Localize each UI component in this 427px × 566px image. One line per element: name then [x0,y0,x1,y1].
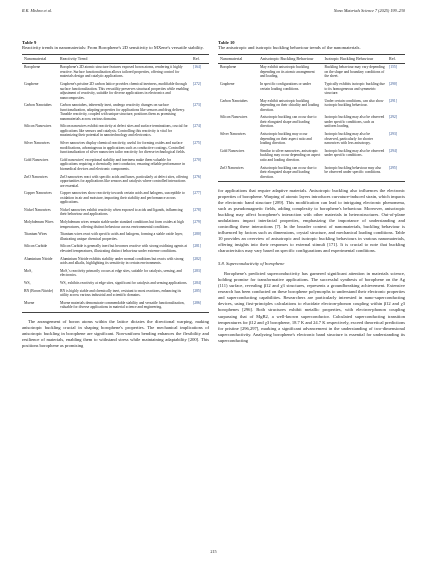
table9-cell: [272] [193,82,201,87]
table9-cell: Gold nanowires' exceptional stability and inertness make them valuable for applications requiring a chemically inert conductor, ensuring reliable performance in biomedical devices and electronic components. [60,157,185,171]
table9-row [22,173,209,190]
table10-row [218,131,405,148]
table10-caption [218,40,405,51]
table9-cell: [277] [193,191,201,196]
table9-header-nanomaterial: Nanomaterial [22,54,58,63]
table10-cell: Graphene [220,82,235,87]
table10-cell: [293] [389,132,397,137]
table9-cell: [286] [191,299,209,312]
table9-cell: Copper nanowires show reactivity towards certain acids and halogens, susceptible to oxidation in air and moisture, impacting their stability and performance across applications. [60,191,185,205]
table10-cell: Anisotropic buckling can occur due to their elongated shape and loading direction. [258,164,323,181]
table9-cell: [278] [193,207,201,212]
table9-row [22,231,209,243]
table10-label: Table 10 [218,40,235,45]
table9-cell: Molybdenum wires remain stable under standard conditions but form oxides at high temperatures, offering distinct behaviour across environmental conditions. [60,220,184,229]
table9-cell: [276] [193,174,201,179]
table9-cell: Mxene materials demonstrate commendable stability and versatile functionalization, valuable for diverse applications in material science and engineering. [58,299,191,312]
table9-cell: WS₂ exhibits reactivity at edge sites, significant for catalysis and sensing applications. [60,281,188,286]
running-header-authors: R.K. Mishra et al. [22,8,53,13]
table9-cell: Mxene [22,299,58,312]
table9-cell: WS₂ [24,281,31,286]
table9 [22,54,209,313]
table10-cell: Under certain conditions, can also show isotropic buckling behaviour. [324,98,384,108]
table10-cell: [294] [389,148,397,153]
table9-cell: BN is highly stable and chemically inert, resistant to most reactions, enhancing its utility across various industrial and scientific domains. [60,288,182,298]
table9-row [22,81,209,102]
table9-row [22,255,209,267]
table9-cell: Titanium Wires [24,232,47,237]
table10-cell: Silver Nanowires [220,132,246,137]
table9-row [22,190,209,207]
table9-cell: [280] [193,232,201,237]
section-heading: 5.8. Superconductivity of borophene [218,261,285,267]
table9-cell: Silicon Nanowires [24,124,52,129]
table10-cell: Silicon Nanowires [220,115,248,120]
table10-header-isotropic: Isotropic Buckling Behaviour [323,54,388,63]
table10 [218,54,405,182]
table9-cell: ZnO Nanowires [24,174,48,179]
table9-cell: Silicon nanowires exhibit reactivity at defect sites and surface terminations, crucial for applications like sensors and catalysis. Controlling this reactivity is vital for maximizing their potential in nanotechnology and electronics. [60,124,188,138]
table10-cell: [290] [389,82,397,87]
table9-cell: Borophene's 2D atomic structure features exposed boron atoms, rendering it highly reactive. Surface functionalization allows tailored properties, offering control for materials design and catalytic applications. [60,65,183,79]
right-paragraph-2: Borophene's predicted superconductivity has garnered significant attention in materials science, holding promise for transformative applications. The successful synthesis of borophene on the Ag (111) surface, revealing β12 and χ3 structures, represents a groundbreaking achievement. Extensive research has been conducted on these borophene polymorphs to understand their electronic properties and superconducting capabilities. Researchers are particularly interested in nano-superconducting devices, using first-principles calculations to elucidate electron-phonon coupling within β12 and χ3 borophenes [296]. Both structures exhibit metallic properties, with electron-phonon coupling surpassing that of MgB2, a well-known superconductor. Calculated superconducting transition temperatures for β12 and χ3 borophene, 18.7 K and 24.7 K respectively, exceed theoretical predictions for pristine [296,297], marking a significant advancement in the understanding of two-dimensional superconductivity. Analyzing borophene's electronic band structure is essential for understanding its superconducting [218,271,405,343]
table9-row [22,279,209,287]
table10-row [218,97,405,114]
table9-row [22,243,209,255]
table9-row [22,140,209,157]
table10-cell: [291] [389,98,397,103]
table10-cell: May exhibit anisotropic buckling depending on its atomic arrangement and loading. [260,65,315,79]
right-paragraph-1: for applications that require adaptive materials. Anisotropic buckling also influences the electronic properties of borophene. Warping of atomic layers introduces curvature-induced strain, which impacts the electronic band structure [289]. This modification can lead to intriguing electronic phenomena, such as pseudomagnetic fields, adding complexity to borophene's behaviour. Moreover, anisotropic buckling may affect borophene's interaction with other materials in heterostructures. Out-of-plane undulations impact interfacial properties, emphasizing the importance of understanding and controlling these interactions [7]. In the broader context of nanomaterials, buckling behaviour is influenced by factors such as dimensions, crystal structure, and mechanical loading conditions. Table 10 provides an overview of anisotropic and isotropic buckling behaviours in various nanomaterials, offering insights into their responses to external stimuli [171]. It is crucial to note that buckling characteristics may vary based on specific configurations and experimental conditions. [218,187,405,254]
table9-cell: [283] [193,268,201,273]
table10-row [218,164,405,181]
right-body-text [218,188,405,344]
table10-cell: May exhibit anisotropic buckling depending on their chirality and loading direction. [260,98,320,112]
table9-cell: Copper Nanowires [24,191,52,196]
table10-cell: [155] [389,65,397,70]
table9-cell: Silicon Carbide is generally inert but becomes reactive with strong oxidising agents at elevated temperatures, illustrating distinct behaviour under extreme conditions. [60,244,187,253]
table9-cell: [273] [193,103,201,108]
table9-cell: [279] [193,220,201,225]
table10-title: The anisotropic and isotropic buckling behaviour trends of the nanomaterials. [218,45,361,51]
page-number: 215 [210,549,217,554]
table10-cell: Borophene [220,65,237,70]
table9-row [22,287,209,299]
table9-cell: MoS₂ [24,268,33,273]
table9-label: Table 9 [22,40,37,45]
table10-cell: Gold Nanowires [220,148,245,153]
table9-row [22,156,209,173]
table10-cell: In specific configurations or under certain loading conditions. [260,82,311,91]
table9-caption [22,40,209,51]
table9-row [22,219,209,231]
table9-cell: Titanium wires react with specific acids and halogens, forming a stable oxide layer, illustrating unique chemical properties. [60,232,184,241]
table9-cell: MoS₂'s reactivity primarily occurs at edge sites, suitable for catalysis, sensing, and electronics. [60,268,182,278]
table9-row [22,102,209,123]
table10-header-nanomaterial: Nanomaterial [218,54,258,63]
table9-cell: Silicon Carbide [24,244,48,249]
table10-cell: [295] [387,164,405,181]
table9-cell: Nickel Nanowires [24,207,51,212]
table10-cell: Isotropic buckling may also be observed, particularly for shorter nanowires with less anisotropy. [324,132,374,146]
table10-row [218,147,405,164]
left-paragraph: The arrangement of boron atoms within the lattice dictates the directional warping, making anisotropic buckling crucial in shaping borophene's properties. The mechanical implications of anisotropic buckling in borophene are significant. Non-uniform bending enhances the flexibility and resilience of materials, enabling them to withstand stress while maintaining adaptability [200]. This positions borophene as promising [22,318,209,348]
table10-cell: Carbon Nanotubes [220,98,248,103]
table10-row [218,81,405,98]
table9-title: Reactivity trends in nanomaterials: From Borophene's 2D sensitivity to MXene's versatile stability. [22,45,204,51]
table10-cell: ZnO Nanowires [218,164,258,181]
table10-cell: Isotropic buckling may also be observed under specific conditions, such as uniform loading. [324,115,385,129]
table9-cell: Silver nanowires display chemical reactivity, useful for forming oxides and surface modifications, advantageous in applications such as conductive coatings. Controlled functionalization of silver nanowires tailor reactivity for diverse technological fields. [60,141,186,155]
table10-cell: [292] [389,115,397,120]
table10-cell: Isotropic buckling behaviour may also be observed under specific conditions. [323,164,388,181]
table10-cell: Anisotropic buckling may occur depending on their aspect ratio and loading direction. [260,132,312,146]
table10-row [218,114,405,131]
table9-row [22,63,209,80]
table9-cell: Nickel nanowires exhibit reactivity when exposed to acids and ligands, influencing their behaviour and applications. [60,207,183,217]
table10-cell: Typically exhibits isotropic buckling due to its homogeneous and symmetric structure. [324,82,385,96]
table9-header-ref: Ref. [191,54,209,63]
table9-row [22,206,209,218]
right-column [218,40,405,348]
table9-cell: [164] [193,65,201,70]
table9-cell: [285] [193,288,201,293]
table9-cell: Borophene [24,65,41,70]
table9-cell: Carbon Nanotubes [24,103,52,108]
table10-header-anisotropic: Anisotropic Buckling Behaviour [258,54,323,63]
table9-cell: Silver Nanowires [24,141,50,146]
table10-row [218,63,405,80]
table9-cell: [282] [193,256,201,261]
left-column [22,40,209,353]
table10-cell: Similar to silver nanowires, anisotropic buckling may occur depending on aspect ratio and loading direction. [260,148,321,162]
table9-cell: [275] [193,141,201,146]
table10-cell: Anisotropic buckling can occur due to their elongated shape and loading direction. [260,115,317,129]
table9-row [22,267,209,279]
table9-cell: [270] [193,157,201,162]
table9-cell: [284] [193,281,201,286]
table10-header-ref: Ref. [387,54,405,63]
table9-cell: ZnO nanowires react with specific acids and bases, particularly at defect sites, offering opportunities for applications like sensors and catalysis where controlled interactions are essential. [60,174,188,188]
table10-cell: Isotropic buckling may also be observed under specific conditions. [324,148,385,158]
table9-cell: Molybdenum Wires [24,220,54,225]
table9-header-trend: Reactivity Trend [58,54,191,63]
table9-cell: Gold Nanowires [24,157,49,162]
table9-cell: Graphene [24,82,39,87]
table9-cell: BN (Boron Nitride) [24,288,54,293]
table9-cell: Graphene's pristine 2D carbon lattice provides chemical inertness, modifiable through surface functionalization. This versatility preserves structural properties while enabling adjustment of reactivity, suitable for diverse applications in electronics and nanocomposites. [60,82,189,100]
table9-cell: Aluminium Nitride [24,256,53,261]
left-body-text [22,319,209,349]
table10-cell: Buckling behaviour may vary depending on the shape and boundary conditions of the sheet. [324,65,385,79]
running-header-journal: Nano Materials Science 7 (2025) 199–230 [333,8,405,13]
table9-cell: [274] [193,124,201,129]
table9-cell: Aluminium Nitride exhibits stability under normal conditions but reacts with strong acids and alkalis, highlighting its sensitivity in certain environments. [60,256,184,266]
table9-row [22,123,209,140]
table9-cell: [281] [193,244,201,249]
table9-cell: Carbon nanotubes, inherently inert, undergo reactivity changes on surface functionalization, adapting properties for applications like sensors and drug delivery. Tunable reactivity, coupled with unique structure, positions them as promising nanomaterials across various domains. [60,103,185,121]
table9-row [22,299,209,312]
